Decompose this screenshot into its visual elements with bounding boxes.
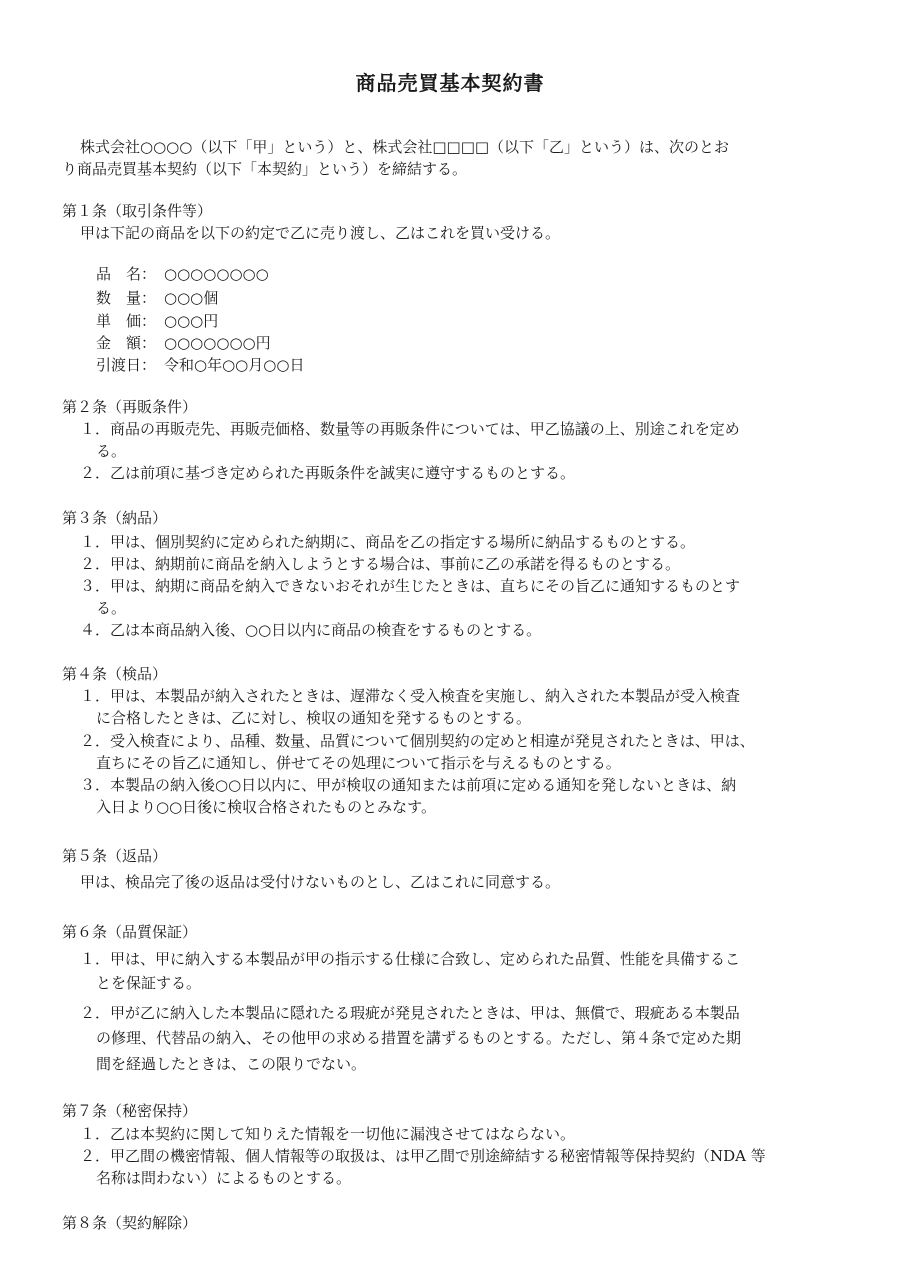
- spec-name-label: 品 名：: [96, 265, 157, 283]
- article-6-heading: 第６条（品質保証）: [62, 923, 198, 941]
- preamble-line-2: り商品売買基本契約（以下「本契約」という）を締結する。: [62, 160, 468, 178]
- article-4-line: に合格したときは、乙に対し、検収の通知を発するものとする。: [96, 709, 532, 727]
- article-6-line: １．甲は、甲に納入する本製品が甲の指示する仕様に合致し、定められた品質、性能を具備するこ: [80, 950, 741, 968]
- article-3-line: １．甲は、個別契約に定められた納期に、商品を乙の指定する場所に納品するものとする。: [80, 533, 696, 551]
- article-1-text: 甲は下記の商品を以下の約定で乙に売り渡し、乙はこれを買い受ける。: [80, 224, 561, 242]
- preamble-line-1: [62, 136, 839, 158]
- spec-amount-label: 金 額：: [96, 334, 157, 352]
- spec-amount-value: ○○○○○○○円: [164, 334, 271, 352]
- article-4-heading: 第４条（検品）: [62, 665, 168, 683]
- spec-delivery-value: 令和○年○○月○○日: [164, 356, 305, 374]
- document-title: 商品売買基本契約書: [355, 71, 545, 95]
- spec-unit-price-value: ○○○円: [164, 312, 219, 330]
- spec-name-value: ○○○○○○○○: [164, 265, 269, 283]
- article-3-line: ２．甲は、納期前に商品を納入しようとする場合は、事前に乙の承諾を得るものとする。: [80, 555, 681, 573]
- article-3-line: る。: [96, 599, 127, 617]
- article-4-line: ２．受入検査により、品種、数量、品質について個別契約の定めと相違が発見されたときは、甲は、: [80, 732, 755, 750]
- article-2-line: る。: [96, 442, 127, 460]
- preamble-line-1-text: 株式会社○○○○（以下「甲」という）と、株式会社□□□□（以下「乙」という）は、次のとお: [80, 138, 730, 156]
- article-6-line: ２．甲が乙に納入した本製品に隠れたる瑕疵が発見されたときは、甲は、無償で、瑕疵ある本製品: [80, 1004, 740, 1022]
- article-1-heading: 第１条（取引条件等）: [62, 202, 213, 220]
- spec-unit-price-label: 単 価：: [96, 312, 157, 330]
- spec-delivery-label: 引渡日：: [96, 356, 157, 374]
- spec-quantity-label: 数 量：: [96, 289, 157, 307]
- article-2-line: １．商品の再販売先、再販売価格、数量等の再販条件については、甲乙協議の上、別途これを定め: [80, 420, 740, 438]
- article-6-line: の修理、代替品の納入、その他甲の求める措置を講ずるものとする。ただし、第４条で定めた期: [96, 1029, 742, 1047]
- article-2-heading: 第２条（再販条件）: [62, 398, 198, 416]
- article-8-heading: 第８条（契約解除）: [62, 1214, 198, 1232]
- article-4-line: 直ちにその旨乙に通知し、併せてその処理について指示を与えるものとする。: [96, 754, 621, 772]
- article-4-line: １．甲は、本製品が納入されたときは、遅滞なく受入検査を実施し、納入された本製品が受入検査: [80, 687, 741, 705]
- article-4-line: ３．本製品の納入後○○日以内に、甲が検収の通知または前項に定める通知を発しないときは、納: [80, 776, 737, 794]
- article-6-line: とを保証する。: [96, 974, 202, 992]
- article-5-heading: 第５条（返品）: [62, 847, 168, 865]
- article-3-line: ３．甲は、納期に商品を納入できないおそれが生じたときは、直ちにその旨乙に通知するものとす: [80, 577, 741, 595]
- article-4-line: 入日より○○日後に検収合格されたものとみなす。: [96, 798, 436, 816]
- article-5-text: 甲は、検品完了後の返品は受付けないものとし、乙はこれに同意する。: [80, 873, 561, 891]
- article-7-heading: 第７条（秘密保持）: [62, 1102, 198, 1120]
- article-7-line: 名称は問わない）によるものとする。: [96, 1169, 352, 1187]
- article-3-heading: 第３条（納品）: [62, 509, 168, 527]
- article-2-line: ２．乙は前項に基づき定められた再販条件を誠実に遵守するものとする。: [80, 464, 576, 482]
- article-3-line: ４．乙は本商品納入後、○○日以内に商品の検査をするものとする。: [80, 621, 542, 639]
- spec-quantity-value: ○○○個: [164, 289, 219, 307]
- article-6-line: 間を経過したときは、この限りでない。: [96, 1055, 367, 1073]
- article-7-line: ２．甲乙間の機密情報、個人情報等の取扱は、は甲乙間で別途締結する秘密情報等保持契約（NDA 等: [80, 1147, 766, 1165]
- article-7-line: １．乙は本契約に関して知りえた情報を一切他に漏洩させてはならない。: [80, 1125, 576, 1143]
